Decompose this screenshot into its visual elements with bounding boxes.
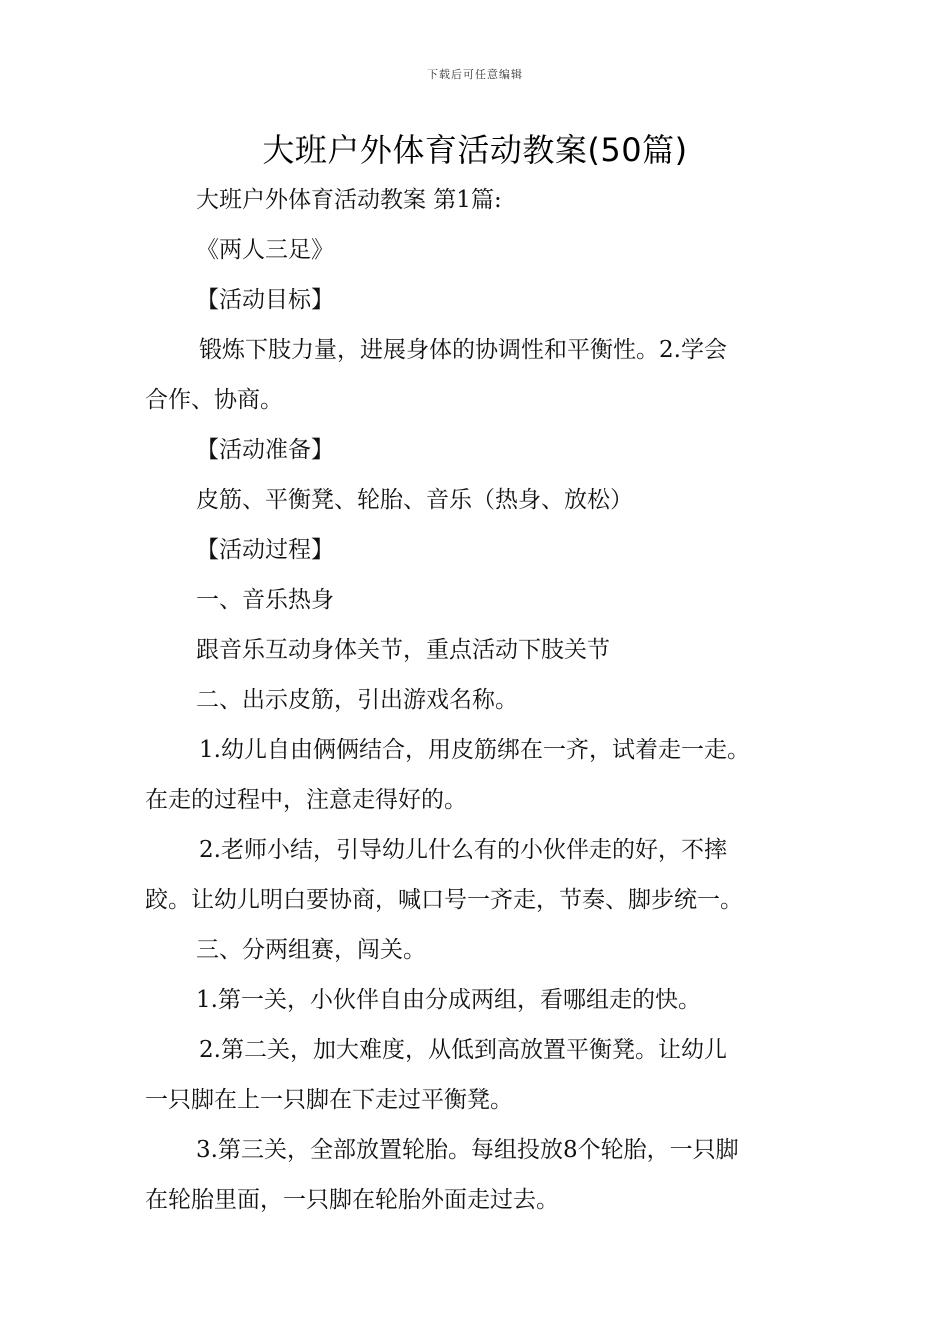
paragraph: 一只脚在上一只脚在下走过平衡凳。	[145, 1087, 513, 1113]
section-heading-process: 【活动过程】	[196, 537, 334, 563]
paragraph: 2.第二关，加大难度，从低到高放置平衡凳。让幼儿	[199, 1037, 727, 1063]
paragraph: 在轮胎里面，一只脚在轮胎外面走过去。	[145, 1187, 559, 1213]
paragraph: 1.幼儿自由俩俩结合，用皮筋绑在一齐，试着走一走。	[199, 737, 750, 763]
document-body	[145, 175, 810, 1225]
paragraph: 1.第一关，小伙伴自由分成两组，看哪组走的快。	[196, 987, 701, 1013]
paragraph: 二、出示皮筋，引出游戏名称。	[196, 687, 518, 713]
section-heading-preparation: 【活动准备】	[196, 437, 334, 463]
paragraph: 锻炼下肢力量，进展身体的协调性和平衡性。2.学会	[199, 337, 727, 363]
paragraph: 合作、协商。	[145, 387, 283, 413]
paragraph-activity-name: 《两人三足》	[196, 237, 334, 263]
paragraph: 2.老师小结，引导幼儿什么有的小伙伴走的好，不摔	[199, 837, 727, 863]
document-title: 大班户外体育活动教案(50篇)	[262, 131, 688, 169]
paragraph: 跤。让幼儿明白要协商，喊口号一齐走，节奏、脚步统一。	[145, 887, 743, 913]
paragraph: 一、音乐热身	[196, 587, 334, 613]
section-heading-goals: 【活动目标】	[196, 287, 334, 313]
paragraph: 3.第三关，全部放置轮胎。每组投放8个轮胎，一只脚	[196, 1137, 739, 1163]
paragraph: 皮筋、平衡凳、轮胎、音乐（热身、放松）	[196, 487, 633, 513]
page-header-note: 下载后可任意编辑	[427, 68, 523, 81]
paragraph: 跟音乐互动身体关节，重点活动下肢关节	[196, 637, 610, 663]
paragraph-subtitle: 大班户外体育活动教案 第1篇:	[196, 187, 502, 213]
paragraph: 在走的过程中，注意走得好的。	[145, 787, 467, 813]
paragraph: 三、分两组赛，闯关。	[196, 937, 426, 963]
